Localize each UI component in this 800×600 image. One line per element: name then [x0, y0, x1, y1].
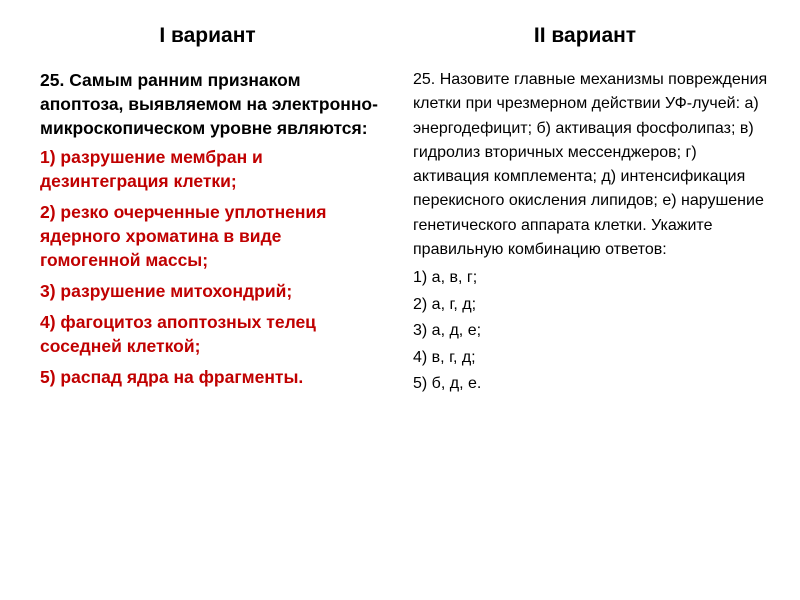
- variant-1-column: [40, 68, 380, 396]
- variant-2-column: [413, 68, 775, 398]
- variant-2-answer-5: 5) б, д, е.: [413, 374, 482, 392]
- variant-2-answer-3: 3) а, д, е;: [413, 322, 482, 340]
- variant-2-title: II вариант: [533, 24, 637, 47]
- variant-1-answer-list: [40, 145, 380, 389]
- variant-1-answer-5: 5) распад ядра на фрагменты.: [40, 367, 304, 387]
- variant-1-question: 25. Самым ранним признаком апоптоза, выявляемом на электронно-микроскопическом уровне являются:: [40, 70, 378, 138]
- variant-2-answer-2: 2) а, г, д;: [413, 295, 477, 313]
- variant-1-title: I вариант: [159, 24, 256, 47]
- variant-1-answer-1: 1) разрушение мембран и дезинтеграция клетки;: [40, 147, 263, 191]
- variant-1-answer-3: 3) разрушение митохондрий;: [40, 281, 293, 301]
- variant-2-question: 25. Назовите главные механизмы повреждения клетки при чрезмерном действии УФ-лучей: а) энергодефицит; б) активация фосфолипаз; в) гидролиз вторичных мессенджеров; г) активация комплемента; д) интенсификация перекисного окисления липидов; е) нарушение генетического аппарата клетки. Укажите правильную комбинацию ответов:: [413, 71, 768, 259]
- variant-2-answer-4: 4) в, г, д;: [413, 348, 476, 366]
- variant-1-answer-2: 2) резко очерченные уплотнения ядерного хроматина в виде гомогенной массы;: [40, 202, 327, 270]
- variant-2-answer-list: [413, 266, 775, 396]
- variant-2-answer-1: 1) а, в, г;: [413, 269, 478, 287]
- variant-1-answer-4: 4) фагоцитоз апоптозных телец соседней клеткой;: [40, 312, 316, 356]
